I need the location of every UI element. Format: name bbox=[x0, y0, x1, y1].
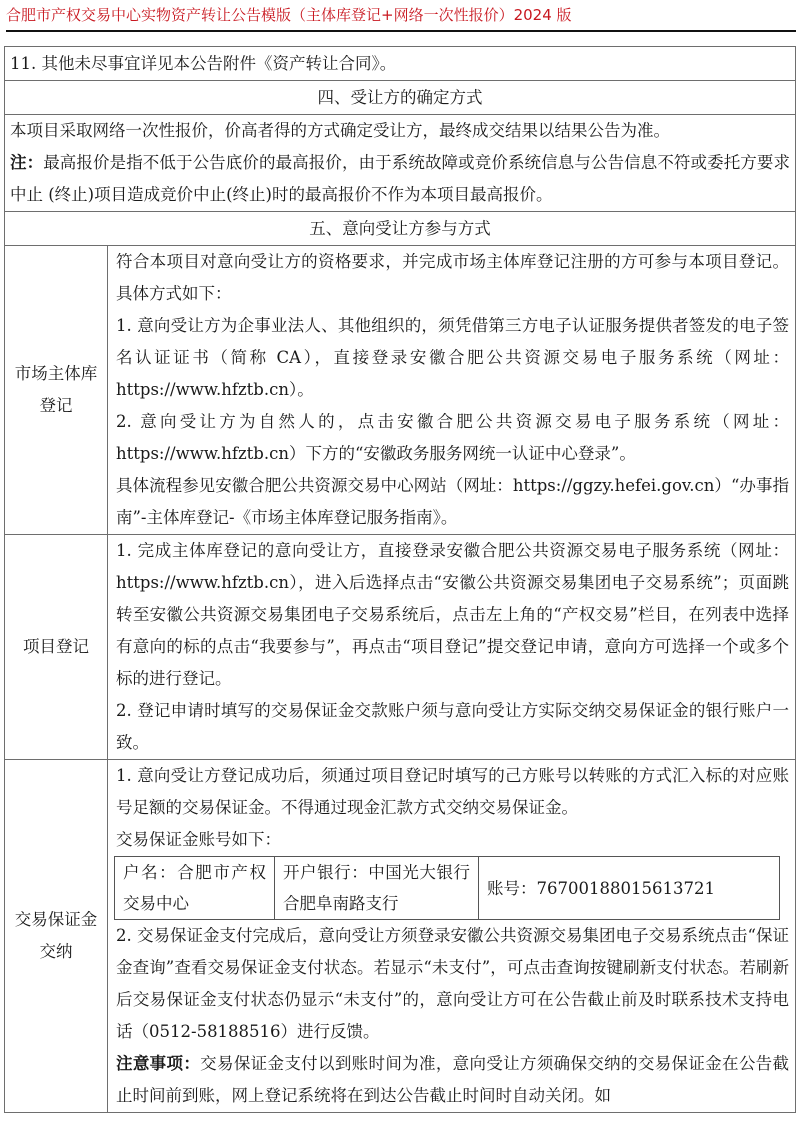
deposit-payment-label: 交易保证金交纳 bbox=[5, 760, 108, 1113]
row-deposit-payment bbox=[5, 760, 796, 1113]
project-registration-item-2: 2. 登记申请时填写的交易保证金交款账户须与意向受让方实际交纳交易保证金的银行账户一致。 bbox=[116, 701, 789, 752]
deposit-payment-content bbox=[108, 760, 796, 1113]
deposit-payment-item-1: 1. 意向受让方登记成功后，须通过项目登记时填写的己方账号以转账的方式汇入标的对应账号足额的交易保证金。不得通过现金汇款方式交纳交易保证金。 bbox=[116, 766, 789, 817]
market-registration-content bbox=[108, 246, 796, 535]
note-label: 注： bbox=[10, 153, 44, 172]
market-registration-flow: 具体流程参见安徽合肥公共资源交易中心网站（网址：https://ggzy.hefei.gov.cn）“办事指南”-主体库登记-《市场主体库登记服务指南》。 bbox=[116, 476, 789, 527]
row-market-registration bbox=[5, 246, 796, 535]
section-5-title: 五、意向受让方参与方式 bbox=[5, 212, 796, 246]
item-11-text: 11. 其他未尽事宜详见本公告附件《资产转让合同》。 bbox=[5, 47, 796, 81]
deposit-payment-item-2: 2. 交易保证金支付完成后，意向受让方须登录安徽公共资源交易集团电子交易系统点击“保证金查询”查看交易保证金支付状态。若显示“未支付”，可点击查询按键刷新支付状态。若刷新后交易保证金支付状态仍显示“未支付”的，意向受让方可在公告截止前及时联系技术支持电话（0512-58188516）进行反馈。 bbox=[116, 926, 789, 1041]
row-section-4-title bbox=[5, 81, 796, 115]
section-4-note bbox=[10, 147, 790, 211]
account-name: 户名：合肥市产权交易中心 bbox=[115, 857, 275, 920]
section-4-paragraph: 本项目采取网络一次性报价，价高者得的方式确定受让方，最终成交结果以结果公告为准。 bbox=[10, 121, 670, 140]
account-number: 账号：76700188015613721 bbox=[479, 857, 780, 920]
deposit-account-intro: 交易保证金账号如下： bbox=[116, 830, 281, 849]
project-registration-content bbox=[108, 535, 796, 760]
row-section-4-content bbox=[5, 115, 796, 212]
deposit-notice bbox=[116, 1048, 789, 1112]
document-header bbox=[6, 2, 796, 32]
deposit-account-table bbox=[114, 856, 780, 920]
announcement-table bbox=[4, 46, 796, 1113]
section-4-content bbox=[5, 115, 796, 212]
row-item-11 bbox=[5, 47, 796, 81]
row-section-5-title bbox=[5, 212, 796, 246]
notice-label: 注意事项： bbox=[116, 1054, 201, 1073]
notice-text: 交易保证金支付以到账时间为准，意向受让方须确保交纳的交易保证金在公告截止时间前到账，网上登记系统将在到达公告截止时间时自动关闭。如 bbox=[116, 1054, 790, 1105]
project-registration-label: 项目登记 bbox=[5, 535, 108, 760]
deposit-account-row bbox=[115, 857, 780, 920]
row-project-registration bbox=[5, 535, 796, 760]
market-registration-intro: 符合本项目对意向受让方的资格要求，并完成市场主体库登记注册的方可参与本项目登记。具体方式如下： bbox=[116, 252, 789, 303]
project-registration-item-1: 1. 完成主体库登记的意向受让方，直接登录安徽合肥公共资源交易电子服务系统（网址：https://www.hfztb.cn），进入后选择点击“安徽公共资源交易集团电子交易系统”；页面跳转至安徽公共资源交易集团电子交易系统后，点击左上角的“产权交易”栏目，在列表中选择有意向的标的点击“我要参与”，再点击“项目登记”提交登记申请，意向方可选择一个或多个标的进行登记。 bbox=[116, 541, 789, 688]
account-bank: 开户银行：中国光大银行合肥阜南路支行 bbox=[275, 857, 479, 920]
note-text: 最高报价是指不低于公告底价的最高报价，由于系统故障或竞价系统信息与公告信息不符或委托方要求中止 (终止)项目造成竞价中止(终止)时的最高报价不作为本项目最高报价。 bbox=[10, 153, 791, 204]
market-registration-label: 市场主体库登记 bbox=[5, 246, 108, 535]
market-registration-item-2: 2. 意向受让方为自然人的，点击安徽合肥公共资源交易电子服务系统（网址：https://www.hfztb.cn）下方的“安徽政务服务网统一认证中心登录”。 bbox=[116, 412, 789, 463]
market-registration-item-1: 1. 意向受让方为企事业法人、其他组织的，须凭借第三方电子认证服务提供者签发的电子签名认证证书（简称 CA），直接登录安徽合肥公共资源交易电子服务系统（网址：https://www.hfztb.cn）。 bbox=[116, 316, 789, 399]
section-4-title: 四、受让方的确定方式 bbox=[5, 81, 796, 115]
document-title: 合肥市产权交易中心实物资产转让公告模版（主体库登记+网络一次性报价）2024 版 bbox=[6, 6, 572, 24]
